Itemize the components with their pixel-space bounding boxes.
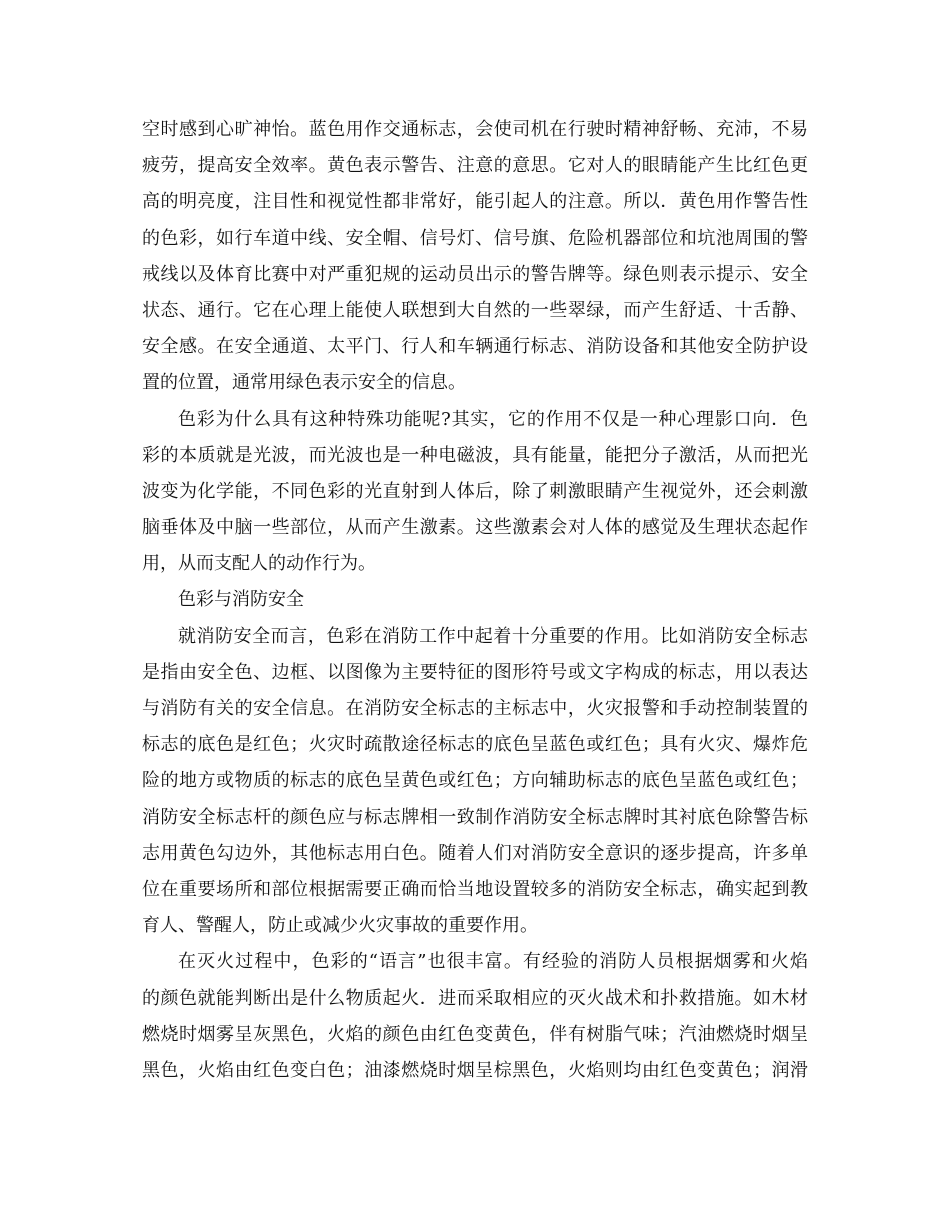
text-line: 标志的底色是红色；火灾时疏散途径标志的底色呈蓝色或红色；具有火灾、爆炸危: [142, 734, 808, 756]
paragraph: [142, 619, 808, 945]
text-line: 彩的本质就是光波，而光波也是一种电磁波，具有能量，能把分子激活，从而把光: [142, 444, 808, 466]
text-line: 的色彩，如行车道中线、安全帽、信号灯、信号旗、危险机器部位和坑池周围的警: [142, 227, 808, 249]
text-line: 就消防安全而言，色彩在消防工作中起着十分重要的作用。比如消防安全标志: [178, 625, 808, 647]
text-line: 空时感到心旷神怡。蓝色用作交通标志，会使司机在行驶时精神舒畅、充沛，不易: [142, 119, 808, 140]
text-line: 位在重要场所和部位根据需要正确而恰当地设置较多的消防安全标志，确实起到教: [142, 878, 808, 900]
text-line: 高的明亮度，注目性和视觉性都非常好，能引起人的注意。所以．黄色用作警告性: [142, 191, 808, 213]
text-line: 安全感。在安全通道、太平门、行人和车辆通行标志、消防设备和其他安全防护设: [142, 336, 808, 358]
text-line: 燃烧时烟雾呈灰黑色，火焰的颜色由红色变黄色，伴有树脂气味；汽油燃烧时烟呈: [142, 1023, 808, 1045]
text-line: 与消防有关的安全信息。在消防安全标志的主标志中，火灾报警和手动控制装置的: [142, 698, 808, 719]
text-line: 戒线以及体育比赛中对严重犯规的运动员出示的警告牌等。绿色则表示提示、安全: [142, 263, 808, 285]
text-line: 状态、通行。它在心理上能使人联想到大自然的一些翠绿，而产生舒适、十舌静、: [142, 299, 808, 321]
heading-line: 色彩与消防安全: [178, 589, 304, 611]
text-line: 消防安全标志杆的颜色应与标志牌相一致制作消防安全标志牌时其衬底色除警告标: [142, 806, 808, 828]
text-line: 波变为化学能，不同色彩的光直射到人体后，除了刺激眼睛产生视觉外，还会刺激: [142, 480, 808, 502]
text-line: 在灭火过程中，色彩的“语言”也很丰富。有经验的消防人员根据烟雾和火焰: [178, 951, 808, 973]
text-line: 黑色，火焰由红色变白色；油漆燃烧时烟呈棕黑色，火焰则均由红色变黄色；润滑: [142, 1059, 808, 1081]
paragraph: [142, 402, 808, 583]
text-line: 的颜色就能判断出是什么物质起火．进而采取相应的灭火战术和扑救措施。如木材: [142, 987, 808, 1009]
paragraph: [142, 112, 808, 402]
text-line: 险的地方或物质的标志的底色呈黄色或红色；方向辅助标志的底色呈蓝色或红色；: [142, 770, 808, 792]
text-line: 志用黄色勾边外，其他标志用白色。随着人们对消防安全意识的逐步提高，许多单: [142, 842, 808, 864]
text-line: 是指由安全色、边框、以图像为主要特征的图形符号或文字构成的标志，用以表达: [142, 661, 808, 683]
paragraph: [142, 944, 808, 1089]
text-line: 置的位置，通常用绿色表示安全的信息。: [142, 372, 466, 394]
text-line: 疲劳，提高安全效率。黄色表示警告、注意的意思。它对人的眼睛能产生比红色更: [142, 155, 808, 177]
text-line: 用，从而支配人的动作行为。: [142, 553, 376, 575]
section-heading: [142, 582, 808, 618]
text-line: 脑垂体及中脑一些部位，从而产生激素。这些激素会对人体的感觉及生理状态起作: [142, 517, 808, 539]
text-line: 育人、警醒人，防止或减少火灾事故的重要作用。: [142, 915, 538, 937]
document-body: [142, 112, 808, 1089]
text-line: 色彩为什么具有这种特殊功能呢?其实，它的作用不仅是一种心理影口向．色: [178, 408, 808, 430]
